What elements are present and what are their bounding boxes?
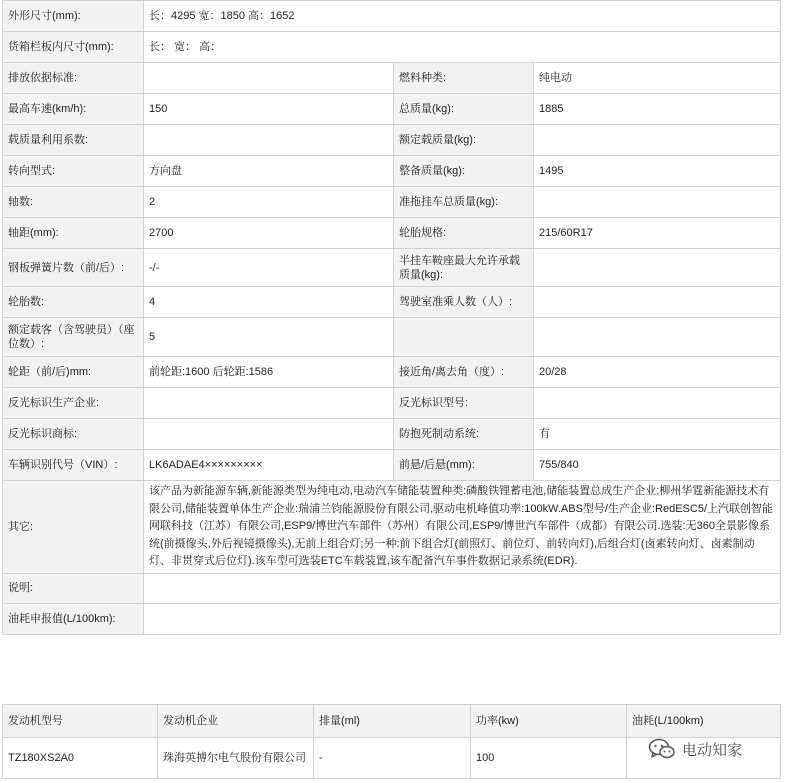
spec-label: 总质量(kg):	[394, 94, 534, 125]
wechat-icon	[648, 738, 676, 760]
vehicle-spec-table	[2, 0, 781, 635]
spec-value	[534, 388, 781, 419]
spec-value: 有	[534, 419, 781, 450]
spec-value	[534, 125, 781, 156]
spec-label: 反光标识型号:	[394, 388, 534, 419]
spec-value: 4	[144, 287, 394, 318]
spec-value: 1495	[534, 156, 781, 187]
spec-label: 轮胎数:	[3, 287, 144, 318]
watermark-text: 电动知家	[682, 741, 743, 759]
spec-value: 1885	[534, 94, 781, 125]
spec-label: 油耗申报值(L/100km):	[3, 603, 144, 634]
spec-value	[144, 125, 394, 156]
spec-row	[3, 419, 781, 450]
engine-col-header: 发动机企业	[158, 705, 314, 738]
spec-value	[144, 63, 394, 94]
spec-value: 5	[144, 318, 394, 357]
spec-label	[394, 318, 534, 357]
spec-label: 防抱死制动系统:	[394, 419, 534, 450]
spec-value	[144, 419, 394, 450]
spec-row	[3, 125, 781, 156]
spec-label: 准拖挂车总质量(kg):	[394, 187, 534, 218]
spec-row-dimensions	[3, 1, 781, 32]
spec-value: 纯电动	[534, 63, 781, 94]
spec-row-remarks	[3, 573, 781, 603]
spec-row	[3, 450, 781, 481]
spec-label: 货箱栏板内尺寸(mm):	[3, 32, 144, 63]
spec-value	[144, 573, 781, 603]
spec-label: 反光标识商标:	[3, 419, 144, 450]
spec-value: LK6ADAE4×××××××××	[144, 450, 394, 481]
spec-label: 其它:	[3, 481, 144, 574]
spec-label: 钢板弹簧片数（前/后）:	[3, 249, 144, 287]
spec-label: 额定载质量(kg):	[394, 125, 534, 156]
spec-row-cargo-box	[3, 32, 781, 63]
spec-value: 长： 宽： 高：	[144, 32, 781, 63]
spec-value	[534, 287, 781, 318]
spec-row	[3, 388, 781, 419]
spec-other-note: 该产品为新能源车辆,新能源类型为纯电动,电动汽车储能装置种类:磷酸铁锂蓄电池,储能装置总成生产企业:柳州华霆新能源技术有限公司,储能装置单体生产企业:瑞浦兰钧能源股份有限公司,驱动电机峰值功率:100kW.ABS型号/生产企业:RedESC5/上汽联创智能网联科技（江苏）有限公司,ESP9/博世汽车部件（苏州）有限公司,ESP9/博世汽车部件（成都）有限公司.选装:无360全景影像系统(前摄像头,外后视镜摄像头),无前上组合灯;另一种:前下组合灯(前照灯、前位灯、前转向灯),后组合灯(卤素转向灯、卤素制动灯、非贯穿式后位灯).该车型可选装ETC车载装置,该车配备汽车事件数据记录系统(EDR).	[144, 481, 781, 574]
spec-row-other	[3, 481, 781, 574]
spec-value: 150	[144, 94, 394, 125]
spec-label: 外形尺寸(mm):	[3, 1, 144, 32]
spec-value	[144, 388, 394, 419]
spec-label: 前悬/后悬(mm):	[394, 450, 534, 481]
spec-label: 半挂车鞍座最大允许承载质量(kg):	[394, 249, 534, 287]
spec-row	[3, 287, 781, 318]
spec-label: 轮距（前/后)mm:	[3, 357, 144, 388]
spec-row	[3, 156, 781, 187]
engine-col-header: 排量(ml)	[314, 705, 471, 738]
spec-value: -/-	[144, 249, 394, 287]
spec-value	[534, 187, 781, 218]
spec-row	[3, 357, 781, 388]
spec-row-fuel-consumption	[3, 603, 781, 634]
spec-value: 20/28	[534, 357, 781, 388]
engine-header-row	[3, 705, 781, 738]
spec-label: 接近角/离去角（度）:	[394, 357, 534, 388]
spec-value: 215/60R17	[534, 218, 781, 249]
engine-cell: TZ180XS2A0	[3, 738, 158, 779]
spec-label: 最高车速(km/h):	[3, 94, 144, 125]
engine-col-header: 发动机型号	[3, 705, 158, 738]
spec-label: 车辆识别代号（VIN）:	[3, 450, 144, 481]
spec-label: 燃料种类:	[394, 63, 534, 94]
spec-value: 2	[144, 187, 394, 218]
engine-col-header: 油耗(L/100km)	[627, 705, 781, 738]
spec-row	[3, 63, 781, 94]
spec-row	[3, 94, 781, 125]
engine-cell: -	[314, 738, 471, 779]
engine-cell: 100	[471, 738, 627, 779]
spec-label: 额定载客（含驾驶员）（座位数）:	[3, 318, 144, 357]
spec-value: 方向盘	[144, 156, 394, 187]
spec-value	[144, 603, 781, 634]
spec-label: 驾驶室准乘人数（人）:	[394, 287, 534, 318]
spec-value: 长：4295 宽：1850 高：1652	[144, 1, 781, 32]
spec-label: 轴数:	[3, 187, 144, 218]
spec-row	[3, 249, 781, 287]
spec-value	[534, 249, 781, 287]
spec-value: 755/840	[534, 450, 781, 481]
spec-label: 整备质量(kg):	[394, 156, 534, 187]
engine-col-header: 功率(kw)	[471, 705, 627, 738]
spec-row	[3, 187, 781, 218]
spec-value: 2700	[144, 218, 394, 249]
spec-value: 前轮距:1600 后轮距:1586	[144, 357, 394, 388]
spec-value	[534, 318, 781, 357]
spec-label: 排放依据标准:	[3, 63, 144, 94]
spec-label: 载质量利用系数:	[3, 125, 144, 156]
engine-cell: 珠海英搏尔电气股份有限公司	[158, 738, 314, 779]
spec-label: 轴距(mm):	[3, 218, 144, 249]
spec-row	[3, 318, 781, 357]
spec-row	[3, 218, 781, 249]
spec-label: 说明:	[3, 573, 144, 603]
watermark	[648, 737, 742, 761]
spec-label: 轮胎规格:	[394, 218, 534, 249]
spec-label: 转向型式:	[3, 156, 144, 187]
spec-label: 反光标识生产企业:	[3, 388, 144, 419]
